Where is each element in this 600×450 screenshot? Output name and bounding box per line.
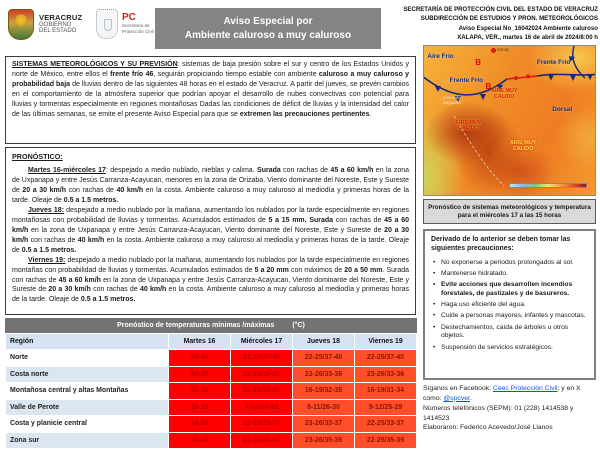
map-label-linea-vaguada: Línea de Vaguada (442, 95, 461, 106)
table-row (6, 416, 416, 432)
advisory-title (155, 8, 381, 49)
precautions-section (423, 229, 596, 380)
forecast-paragraph-tuesday: Martes 16-miércoles 17: despejado a medio nublado, nieblas y calima. Surada con rachas de 45 a 60 km/h en la zona de Uxpanapa y entre Jesús Carranza-Acayucan, menores en la zona de Orizaba. Viento dominante del Noreste, Este y Sureste de 20 a 30 km/h con rachas de 40 km/h en la costa. Ambiente caluroso a muy caluroso al mediodía y primeras horas de la tarde. Oleaje de 0.5 a 1.5 metros. (12, 167, 409, 205)
temp-cell: 23-26/33-37 (293, 416, 354, 432)
forecast-section (5, 147, 416, 315)
pc-sub2: Protección Civil (122, 29, 154, 34)
org-line: XALAPA, VER., martes 16 de abril de 2024/8:00 h (457, 34, 598, 42)
pc-logo-text (122, 13, 154, 34)
pc-abbr: PC (122, 12, 136, 24)
temp-cell: 34-38 (169, 416, 230, 432)
weather-systems-text: SISTEMAS METEOROLÓGICOS Y SU PREVISIÓN: sistemas de baja presión sobre el sur y centro de los Estados Unidos y norte de México, entre ellos el frente frío 46, seguirán propiciando tiempo estable con ambiente caluroso a muy caluroso y probabilidad baja de lluvias dentro de las siguientes 48 horas en el estado de Veracruz. A partir del jueves, se prevén cambios en el comportamiento de la atmósfera superior que podrían apoyar el desarrollo de nubes convectivas con potencial para lluvias y tormentas especialmente en regiones montañosas Dadas las condiciones de déficit de lluvias y la intensidad del calor de las últimas semanas, se emite el presente Aviso Especial para que se extremen las precauciones pertinentes. (12, 61, 410, 118)
org-line: Aviso Especial No_16042024 Ambiente caluroso (458, 24, 598, 32)
temp-cell: 33-36 (169, 383, 230, 399)
temperature-table-title (5, 318, 417, 333)
weather-systems-section (5, 56, 416, 144)
temp-cell: 22-25/35-39 (355, 433, 416, 449)
temp-cell: 22-25/37-40 (293, 350, 354, 366)
precautions-intro: Derivado de lo anterior se deben tomar las siguientes precauciones: (431, 236, 571, 252)
forecast-title: PRONÓSTICO: (12, 152, 63, 161)
map-low-pressure-marker: B (485, 81, 492, 91)
veracruz-name: VERACRUZ (39, 13, 83, 23)
windy-watermark: Windy (491, 47, 510, 52)
veracruz-crest-icon (8, 9, 34, 40)
temp-cell: 23-26/33-36 (293, 367, 354, 383)
temp-cell: 8-11/26-30 (293, 400, 354, 416)
temp-cell: 7-10/27-31 (231, 400, 292, 416)
facebook-link[interactable]: Ceec Protección Civil (492, 385, 558, 392)
col-header-tuesday: Martes 16 (169, 334, 230, 349)
temp-cell: 22-25/37-40 (355, 350, 416, 366)
table-row (6, 383, 416, 399)
veracruz-logo (8, 9, 82, 40)
temp-cell: 21-24/37-40 (231, 350, 292, 366)
map-label-aire-muy-calido-1: AIRE MUY CÁLIDO (491, 88, 518, 101)
col-header-friday: Viernes 19 (355, 334, 416, 349)
temp-cell: 36-40 (169, 433, 230, 449)
region-cell: Zona sur (6, 433, 168, 449)
x-prefix: y en X como: (423, 385, 581, 402)
authors-line: Elaboraron: Federico Acevedo/José Llanos (423, 424, 553, 432)
advisory-title-line1: Aviso Especial por (223, 16, 313, 27)
precaution-item: • Destechamientos, caída de árboles u otros objetos. (433, 324, 588, 341)
precautions-list (431, 259, 588, 352)
table-row (6, 433, 416, 449)
precaution-item: • Cuide a personas mayores, infantes y mascotas. (433, 312, 588, 321)
region-cell: Valle de Perote (6, 400, 168, 416)
forecast-paragraph-thursday: Jueves 18: despejado a medio nublado por la mañana, aumentando los nublados por la tarde especialmente en regiones montañosas con probabilidad de lluvias y tormentas. Acumulados estimados de 5 a 15 mm. Surada con rachas de 45 a 60 km/h en la zona de Uxpanapa y entre Jesús Carranza-Acayucan, Viento dominante del Noreste, Este y Sureste de 20 a 30 km/h con rachas de 40 km/h en la costa. Ambiente caluroso a muy caluroso al mediodía y primeras horas de la tarde. Oleaje de 0.5 a 1.5 metros. (12, 206, 409, 254)
advisory-title-line2: Ambiente caluroso a muy caluroso (184, 30, 352, 41)
map-label-aire-muy-calido-2: AIRE MUY CÁLIDO (455, 119, 482, 132)
pc-shield-icon (96, 9, 118, 39)
temp-cell: 16-19/31-34 (355, 383, 416, 399)
org-line: SUBDIRECCIÓN DE ESTUDIOS Y PRON. METEOROLÓGICOS (420, 15, 598, 23)
veracruz-sub1: GOBIERNO (39, 22, 72, 29)
temp-cell: 23-26/36-40 (231, 433, 292, 449)
temp-cell: 34-37 (169, 367, 230, 383)
veracruz-logo-text (39, 14, 82, 34)
table-row (6, 400, 416, 416)
temp-cell: 16-19/32-35 (293, 383, 354, 399)
org-line: SECRETARÍA DE PROTECCIÓN CIVIL DEL ESTADO DE VERACRUZ (403, 6, 598, 13)
col-header-wednesday: Miércoles 17 (231, 334, 292, 349)
contact-footer (423, 384, 599, 433)
precaution-item: • Mantenerse hidratado. (433, 270, 588, 279)
precaution-item: • No exponerse a periodos prolongados al sol. (433, 259, 588, 268)
col-header-thursday: Jueves 18 (293, 334, 354, 349)
map-label-frente-frio-left: Frente Frío (449, 77, 484, 85)
region-cell: Costa norte (6, 367, 168, 383)
temperature-scalebar (509, 183, 587, 188)
phone-numbers: Números telefónicos (SEPM): 01 (228) 1414538 y 1414523 (423, 404, 574, 422)
front-lines-graphic (424, 46, 596, 196)
col-header-region: Región (6, 334, 168, 349)
temp-cell: 37-40 (169, 350, 230, 366)
map-caption: Pronóstico de sistemas meteorológicos y temperatura para el miércoles 17 a las 15 horas (423, 199, 596, 224)
temp-cell: 29-33 (169, 400, 230, 416)
map-label-aire-frio: Aire Frío (427, 53, 454, 61)
table-row (6, 367, 416, 383)
facebook-prefix: Síganos en Facebook: (423, 385, 493, 392)
temp-cell: 9-12/25-29 (355, 400, 416, 416)
pc-sub1: Secretaría de (122, 23, 150, 29)
temperature-table-unit: (°C) (292, 322, 305, 329)
temp-cell: 15-18/33-36 (231, 383, 292, 399)
forecast-paragraph-friday: Viernes 19: despejado a medio nublado por la mañana, aumentando los nublados por la tarde especialmente en regiones montañas con probabilidad de lluvias y tormentas. Acumulados estimados de 5 a 20 mm con máximos de 20 a 50 mm. Surada con rachas de 45 a 60 km/h en la zona de Uxpanapa y entre Jesús Carranza-Acayucan, Viento dominante del Noreste, Este y Sureste de 20 a 30 km/h con rachas de 40 km/h en la costa. Ambiente caluroso a muy caluroso al mediodía y primeras horas de la tarde. Oleaje de 0.5 a 1.5 metros. (12, 256, 410, 304)
map-label-dorsal: Dorsal (552, 105, 573, 113)
temp-cell: 22-25/33-37 (355, 416, 416, 432)
x-link[interactable]: @spcver (443, 394, 470, 402)
temp-cell: 23-26/35-39 (293, 433, 354, 449)
precaution-item: • Evite acciones que desarrollen incendios forestales, de pastizales y de basureros. (433, 281, 588, 298)
map-label-frente-frio-right: Frente Frío (536, 59, 571, 67)
temperature-table-title-text: Pronóstico de temperaturas mínimas /máximas (117, 322, 275, 329)
region-cell: Costa y planicie central (6, 416, 168, 432)
region-cell: Montañosa central y altas Montañas (6, 383, 168, 399)
map-label-aire-muy-calido-3: AIRE MUY CÁLIDO (509, 140, 537, 153)
temp-cell: 22-25/33-37 (231, 416, 292, 432)
weather-map (423, 45, 596, 196)
table-row (6, 350, 416, 366)
map-low-pressure-marker: B (475, 57, 482, 67)
social-line: Síganos en Facebook: Ceec Protección Civil; y en X como: @spcver. (423, 385, 581, 402)
precaution-item: • Suspensión de servicios estratégicos. (433, 344, 588, 353)
org-header (380, 5, 598, 43)
table-header-row (6, 334, 416, 349)
temperature-table (5, 333, 417, 449)
temp-cell: 23-26/33-36 (355, 367, 416, 383)
region-cell: Norte (6, 350, 168, 366)
precaution-item: • Haga uso eficiente del agua. (433, 301, 588, 310)
proteccion-civil-logo (96, 9, 154, 39)
temp-cell: 22-25/35-38 (231, 367, 292, 383)
veracruz-sub2: DEL ESTADO (39, 28, 77, 35)
windy-logo-icon (491, 48, 496, 53)
